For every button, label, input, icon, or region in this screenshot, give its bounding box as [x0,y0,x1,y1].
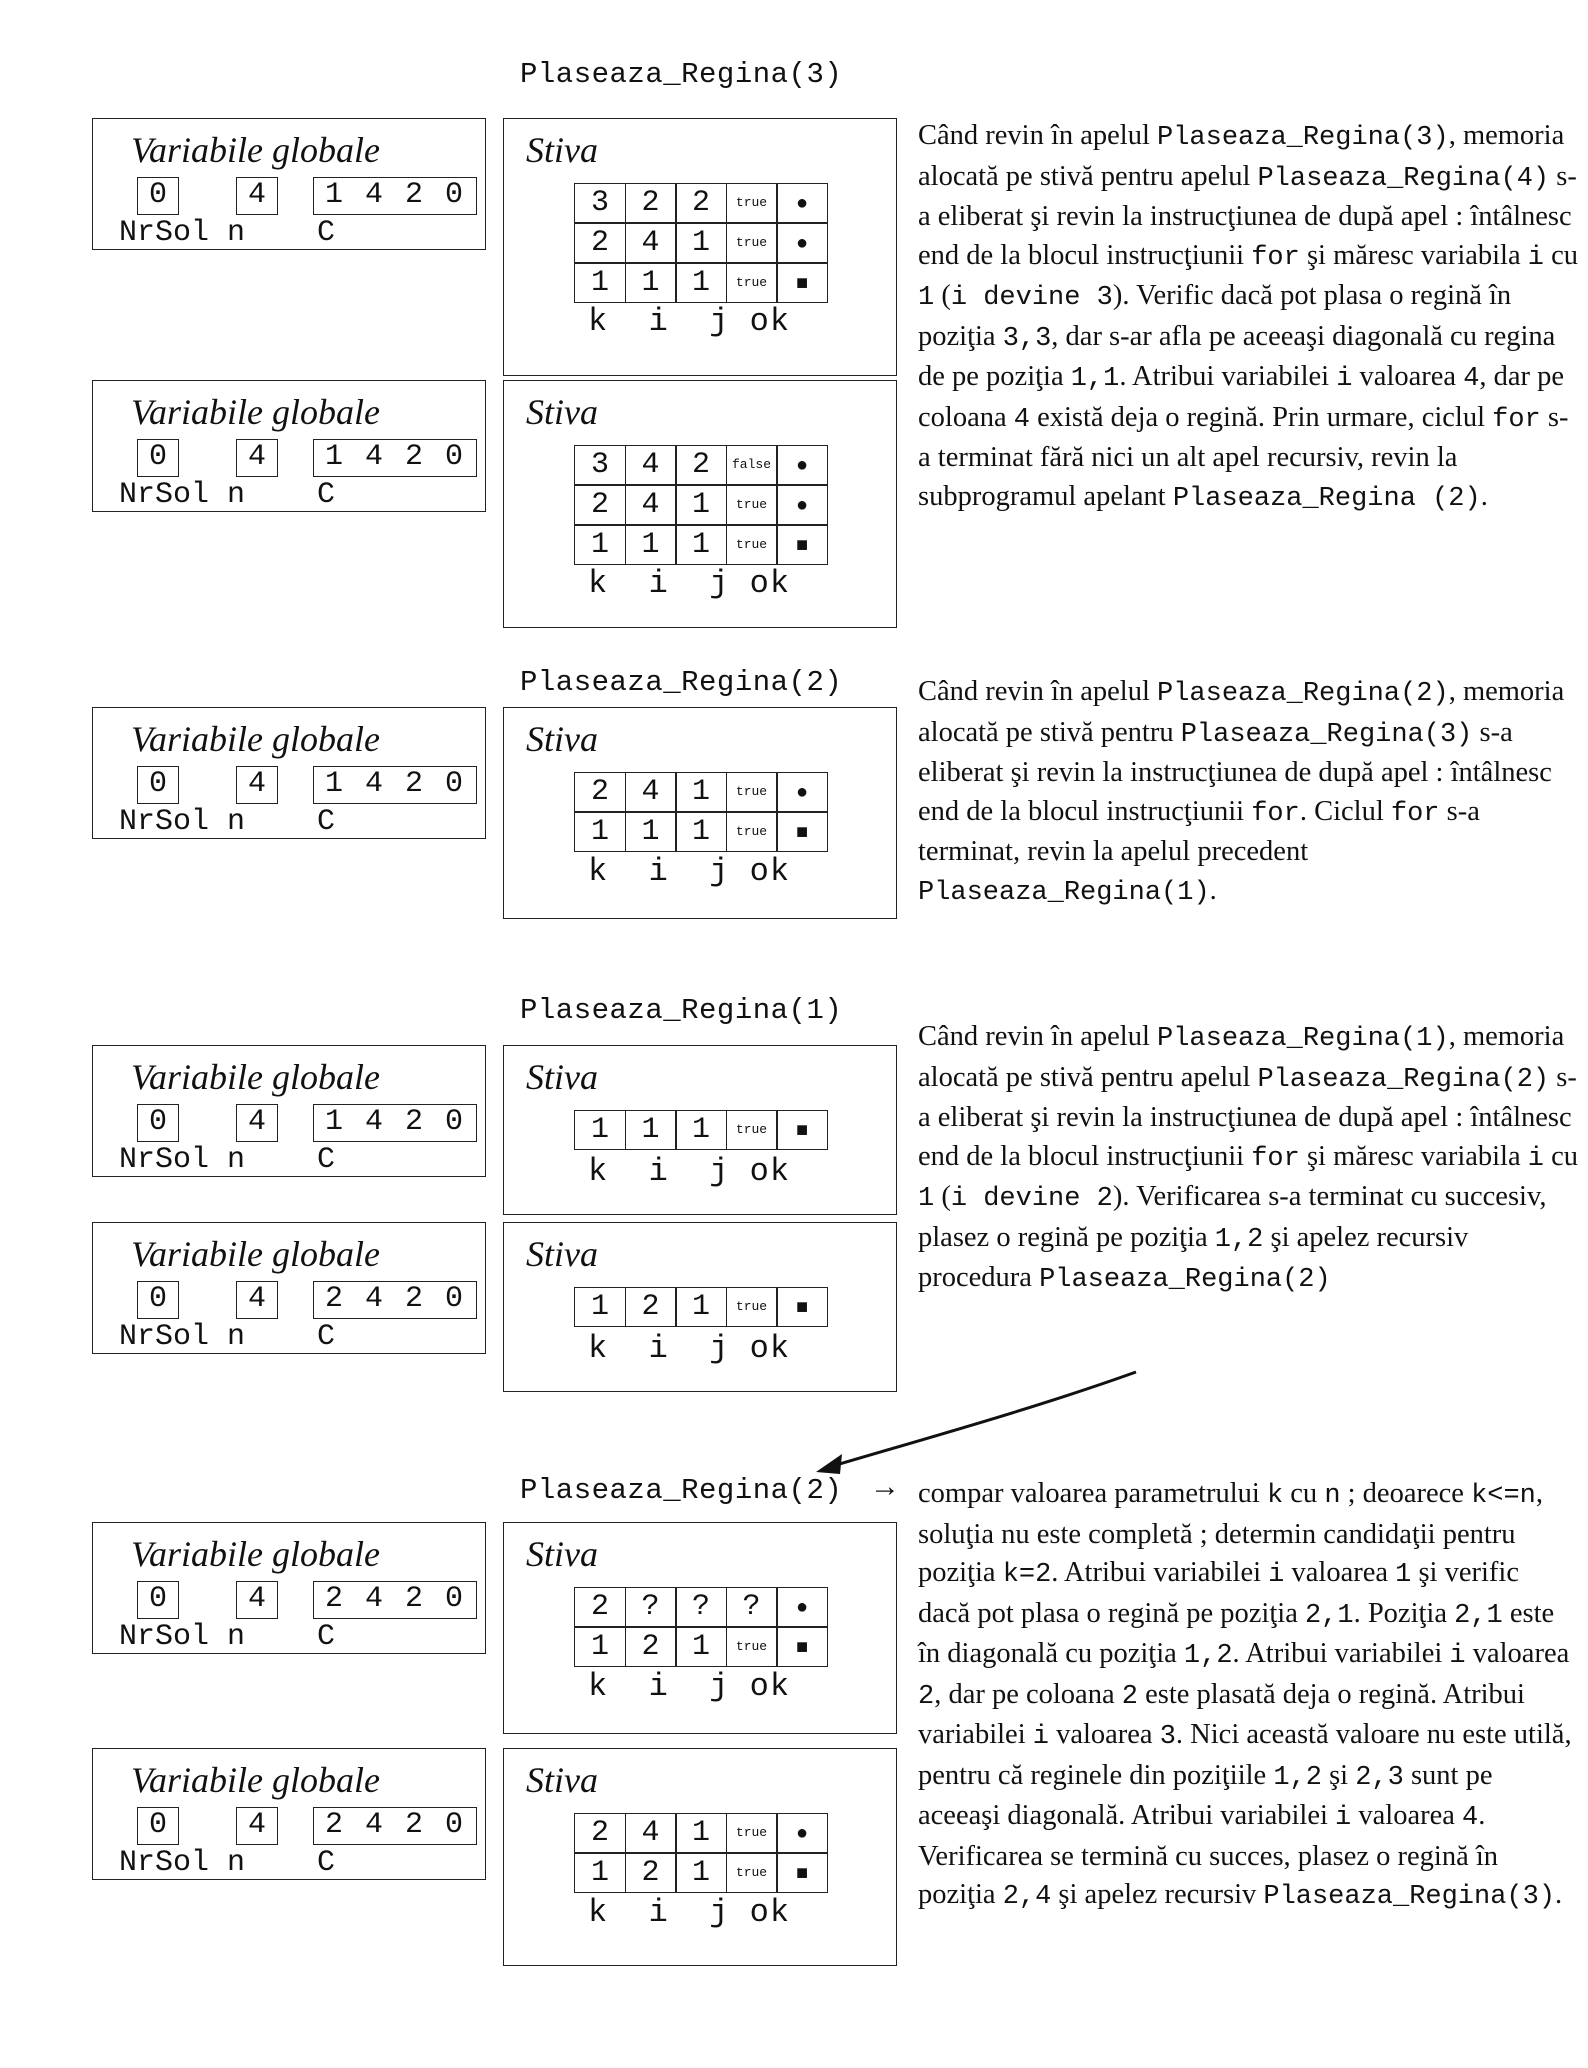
return-address-dot-icon: ● [776,445,828,485]
stack-k: 3 [574,445,626,485]
n-value: 4 [236,439,278,477]
stack-k: 1 [574,1287,626,1327]
explanation-paragraph-4 [918,1475,1578,1917]
text-fragment: compar valoarea parametrului [918,1478,1267,1509]
global-variables-title: Variabile globale [131,1760,380,1800]
nrsol-value: 0 [137,1281,179,1319]
code-fragment: 4 [1463,364,1480,394]
c-array-value: 2 4 2 0 [313,1807,477,1845]
global-variables-box [92,1222,486,1354]
stack-row [574,263,828,303]
stack-box [503,1045,897,1215]
stack-ok: true [726,772,778,812]
text-fragment: , dar pe coloana [918,361,1565,433]
n-value: 4 [236,766,278,804]
global-variables-box [92,380,486,512]
text-fragment: este plasată deja o regină. Atribui variabilei [918,1678,1525,1750]
return-address-square-icon: ■ [776,1627,828,1667]
code-fragment: 4 [1462,1803,1479,1833]
text-fragment: . [1209,874,1217,906]
text-fragment: ). Verificarea s-a terminat cu succesiv, plasez o regină pe poziţia [918,1181,1547,1253]
code-fragment: 3,3 [1002,323,1052,354]
call-title: Plaseaza_Regina(1) [520,994,843,1027]
text-fragment: şi [1321,1759,1356,1791]
code-fragment: 1 [918,1184,935,1214]
global-variables-title: Variabile globale [131,1534,380,1574]
stack-box [503,1748,897,1966]
text-fragment: este în diagonală cu poziţia [918,1597,1555,1669]
global-labels: NrSol n C [119,1620,336,1654]
return-address-square-icon: ■ [776,1853,828,1893]
code-fragment: 1,2 [1273,1762,1322,1793]
code-fragment: k=2 [1002,1560,1052,1590]
stack-ok: true [726,1627,778,1667]
code-fragment: Plaseaza_Regina(4) [1257,163,1550,194]
call-title: Plaseaza_Regina(2) [520,1474,843,1507]
text-fragment: , memoria alocată pe stivă pentru [918,676,1565,748]
stack-i: 2 [625,183,677,223]
return-address-square-icon: ■ [776,263,828,303]
stack-labels: k i j ok [588,302,791,340]
text-fragment: . Atribui variabilei [1119,361,1337,392]
code-fragment: Plaseaza_Regina(1) [918,877,1210,908]
stack-row [574,1587,828,1627]
global-variables-title: Variabile globale [131,130,380,170]
text-fragment: cu [1283,1478,1325,1509]
stack-box [503,707,897,919]
stack-j: 1 [675,485,727,525]
text-fragment: , dar s-ar afla pe aceeaşi diagonală cu regina de pe poziţia [918,320,1556,392]
return-address-dot-icon: ● [776,223,828,263]
explanation-paragraph-3 [918,1018,1578,1300]
text-fragment: s-a eliberat şi revin la instrucţiunea de după apel : întâlnesc end de la blocul instrucţiunii [918,716,1552,827]
stack-ok: true [726,223,778,263]
c-array-value: 1 4 2 0 [313,177,477,215]
text-fragment: . Poziţia [1353,1597,1455,1629]
text-fragment: s-a eliberat şi revin la instrucţiunea de după apel : întâlnesc end de la blocul instrucţiunii [918,160,1577,271]
stack-ok: true [726,1853,778,1893]
call-title: Plaseaza_Regina(2) [520,666,843,699]
return-address-dot-icon: ● [776,772,828,812]
stack-k: 2 [574,485,626,525]
stack-ok: true [726,812,778,852]
stack-i: 1 [625,525,677,565]
stack-title: Stiva [526,1760,598,1800]
code-fragment: 2,3 [1355,1762,1404,1793]
nrsol-value: 0 [137,177,179,215]
stack-row [574,445,828,485]
stack-title: Stiva [526,1057,598,1097]
stack-row [574,1813,828,1853]
text-fragment: . [1555,1879,1563,1910]
text-fragment: ( [934,1181,951,1212]
stack-title: Stiva [526,719,598,759]
code-fragment: Plaseaza_Regina (2) [1172,483,1481,514]
stack-row [574,223,828,263]
stack-k: 1 [574,1627,626,1667]
text-fragment: Când revin în apelul [918,676,1158,707]
stack-k: 1 [574,1110,626,1150]
stack-i: ? [625,1587,677,1627]
stack-title: Stiva [526,1234,598,1274]
code-fragment: 2 [918,1681,935,1712]
stack-ok: true [726,183,778,223]
text-fragment: şi măresc variabila [1299,239,1528,271]
global-variables-title: Variabile globale [131,719,380,759]
stack-k: 2 [574,772,626,812]
stack-table [574,1587,828,1667]
text-fragment: s-a terminat, revin la apelul precedent [918,795,1480,867]
stack-k: 3 [574,183,626,223]
text-fragment: . [1480,480,1488,512]
stack-j: 1 [675,772,727,812]
nrsol-value: 0 [137,1104,179,1142]
stack-j: 1 [675,1853,727,1893]
code-fragment: k<=n [1471,1481,1536,1511]
n-value: 4 [236,1281,278,1319]
explanation-paragraph-1 [918,117,1578,518]
code-fragment: i [1268,1560,1285,1590]
code-fragment: i [1527,242,1544,273]
code-fragment: 2,1 [1454,1600,1503,1631]
stack-ok: true [726,1813,778,1853]
code-fragment: Plaseaza_Regina(3) [1263,1882,1556,1912]
stack-row [574,183,828,223]
code-fragment: Plaseaza_Regina(1) [1157,1024,1449,1054]
arrow-right-icon: → [870,1470,901,1503]
return-address-square-icon: ■ [776,525,828,565]
text-fragment: , dar pe coloana [934,1678,1122,1710]
global-variables-box [92,1045,486,1177]
nrsol-value: 0 [137,1807,179,1845]
global-labels: NrSol n C [119,805,336,839]
code-fragment: for [1251,242,1300,273]
stack-j: 1 [675,525,727,565]
code-fragment: i [1335,1803,1352,1833]
text-fragment: ( [934,280,951,311]
stack-title: Stiva [526,392,598,432]
stack-j: 2 [675,445,727,485]
return-address-square-icon: ■ [776,1287,828,1327]
nrsol-value: 0 [137,1581,179,1619]
n-value: 4 [236,1104,278,1142]
code-fragment: i [1449,1641,1466,1671]
stack-k: 1 [574,263,626,303]
call-title: Plaseaza_Regina(3) [520,58,843,91]
stack-box [503,1522,897,1734]
global-variables-title: Variabile globale [131,1234,380,1274]
stack-row [574,1287,828,1327]
text-fragment: şi apelez recursiv procedura [918,1221,1469,1293]
text-fragment: ). Verific dacă pot plasa o regină în poziţia [918,280,1512,352]
n-value: 4 [236,1581,278,1619]
stack-i: 1 [625,812,677,852]
code-fragment: 1 [1395,1560,1412,1590]
stack-j: 1 [675,1110,727,1150]
stack-i: 1 [625,263,677,303]
nrsol-value: 0 [137,766,179,804]
global-labels: NrSol n C [119,1320,336,1354]
code-fragment: i [1032,1722,1049,1752]
stack-j: 2 [675,183,727,223]
code-fragment: 2,1 [1304,1600,1354,1631]
stack-box [503,1222,897,1392]
global-variables-box [92,1522,486,1654]
code-fragment: 1,1 [1070,364,1120,394]
stack-i: 4 [625,223,677,263]
text-fragment: şi măresc variabila [1299,1140,1528,1172]
stack-box [503,380,897,628]
n-value: 4 [236,1807,278,1845]
stack-k: 2 [574,1813,626,1853]
stack-table [574,1813,828,1893]
text-fragment: cu [1543,1140,1578,1172]
text-fragment: valoarea [1352,361,1464,392]
code-fragment: Plaseaza_Regina(3) [1157,123,1449,153]
code-fragment: k [1266,1481,1284,1511]
stack-ok: true [726,1110,778,1150]
global-variables-box [92,707,486,839]
text-fragment: sunt pe aceeaşi diagonală. Atribui variabilei [918,1759,1493,1831]
global-variables-title: Variabile globale [131,392,380,432]
global-variables-box [92,1748,486,1880]
stack-table [574,1110,828,1150]
stack-row [574,525,828,565]
stack-ok: true [726,263,778,303]
code-fragment: for [1390,798,1440,829]
code-fragment: Plaseaza_Regina(2) [1157,679,1449,709]
c-array-value: 1 4 2 0 [313,1104,477,1142]
code-fragment: for [1251,1143,1300,1174]
text-fragment: cu [1543,239,1578,271]
c-array-value: 2 4 2 0 [313,1281,477,1319]
stack-k: 1 [574,1853,626,1893]
stack-k: 1 [574,525,626,565]
stack-labels: k i j ok [588,1152,791,1190]
stack-i: 2 [625,1287,677,1327]
stack-table [574,183,828,303]
return-address-dot-icon: ● [776,183,828,223]
stack-title: Stiva [526,1534,598,1574]
explanation-paragraph-2 [918,673,1578,912]
text-fragment: . Verificarea se termină cu succes, plasez o regină în poziţia [918,1800,1499,1910]
stack-i: 2 [625,1627,677,1667]
stack-j: 1 [675,263,727,303]
stack-labels: k i j ok [588,1668,791,1705]
stack-i: 4 [625,445,677,485]
stack-box [503,118,897,376]
stack-labels: k i j ok [588,1329,791,1367]
text-fragment: Când revin în apelul [918,120,1158,151]
stack-k: 2 [574,1587,626,1627]
stack-table [574,1287,828,1327]
stack-i: 4 [625,1813,677,1853]
code-fragment: i devine 3 [950,283,1113,313]
c-array-value: 1 4 2 0 [313,766,477,804]
stack-title: Stiva [526,130,598,170]
text-fragment: . Nici această valoare nu este utilă, pentru că reginele din poziţiile [918,1719,1572,1791]
stack-j: 1 [675,223,727,263]
c-array-value: 2 4 2 0 [313,1581,477,1619]
text-fragment: . Ciclul [1299,795,1391,827]
stack-labels: k i j ok [588,853,791,890]
stack-i: 2 [625,1853,677,1893]
code-fragment: i [1527,1143,1544,1174]
c-array-value: 1 4 2 0 [313,439,477,477]
stack-j: 1 [675,812,727,852]
stack-i: 4 [625,772,677,812]
stack-j: 1 [675,1627,727,1667]
code-fragment: Plaseaza_Regina(2) [1039,1265,1331,1295]
text-fragment: şi verific dacă pot plasa o regină pe poziţia [918,1557,1519,1629]
stack-labels: k i j ok [588,1894,791,1931]
return-address-dot-icon: ● [776,1587,828,1627]
stack-row [574,772,828,812]
return-address-square-icon: ■ [776,812,828,852]
text-fragment: , memoria alocată pe stivă pentru apelul [918,1021,1565,1093]
nrsol-value: 0 [137,439,179,477]
code-fragment: Plaseaza_Regina(3) [1180,719,1473,750]
code-fragment: 1 [918,283,935,313]
stack-ok: true [726,525,778,565]
return-address-dot-icon: ● [776,1813,828,1853]
text-fragment: există deja o regină. Prin urmare, ciclul [1029,401,1493,433]
return-address-square-icon: ■ [776,1110,828,1150]
stack-ok: ? [726,1587,778,1627]
global-labels: NrSol n C [119,1143,336,1177]
code-fragment: Plaseaza_Regina(2) [1257,1064,1550,1095]
stack-i: 1 [625,1110,677,1150]
stack-j: 1 [675,1287,727,1327]
code-fragment: for [1251,798,1300,829]
text-fragment: valoarea [1351,1800,1463,1831]
stack-row [574,1110,828,1150]
stack-ok: false [726,445,778,485]
text-fragment: şi apelez recursiv [1051,1879,1264,1910]
text-fragment: ; deoarece [1340,1478,1472,1509]
stack-j: 1 [675,1813,727,1853]
stack-table [574,772,828,852]
return-address-dot-icon: ● [776,485,828,525]
stack-ok: true [726,485,778,525]
global-labels: NrSol n C [119,216,336,250]
global-labels: NrSol n C [119,478,336,512]
text-fragment: Când revin în apelul [918,1021,1158,1052]
global-labels: NrSol n C [119,1846,336,1880]
stack-table [574,445,828,565]
stack-ok: true [726,1287,778,1327]
stack-row [574,1627,828,1667]
text-fragment: , soluţia nu este completă ; determin candidaţii pentru poziţia [918,1478,1543,1588]
stack-row [574,1853,828,1893]
text-fragment: s-a eliberat şi revin la instrucţiunea de după apel : întâlnesc end de la blocul instrucţiunii [918,1061,1577,1172]
stack-labels: k i j ok [588,564,791,602]
text-fragment: , memoria alocată pe stivă pentru apelul [918,120,1565,192]
global-variables-box [92,118,486,250]
code-fragment: i [1336,364,1353,394]
code-fragment: for [1492,404,1541,435]
text-fragment: . Atribui variabilei [1232,1638,1450,1669]
text-fragment: valoarea [1465,1638,1570,1669]
text-fragment: valoarea [1284,1557,1396,1588]
text-fragment: valoarea [1048,1719,1160,1750]
stack-i: 4 [625,485,677,525]
code-fragment: 2 [1121,1681,1138,1712]
stack-k: 1 [574,812,626,852]
text-fragment: . Atribui variabilei [1051,1557,1269,1588]
global-variables-title: Variabile globale [131,1057,380,1097]
n-value: 4 [236,177,278,215]
code-fragment: i devine 2 [950,1184,1113,1214]
stack-k: 2 [574,223,626,263]
code-fragment: 3 [1159,1722,1176,1752]
code-fragment: n [1324,1481,1341,1511]
stack-j: ? [675,1587,727,1627]
code-fragment: 2,4 [1002,1882,1052,1912]
stack-row [574,485,828,525]
code-fragment: 1,2 [1214,1224,1264,1255]
stack-row [574,812,828,852]
code-fragment: 4 [1013,404,1030,435]
code-fragment: 1,2 [1183,1641,1233,1671]
text-fragment: s-a terminat fără nici un alt apel recursiv, revin la subprogramul apelant [918,401,1569,512]
